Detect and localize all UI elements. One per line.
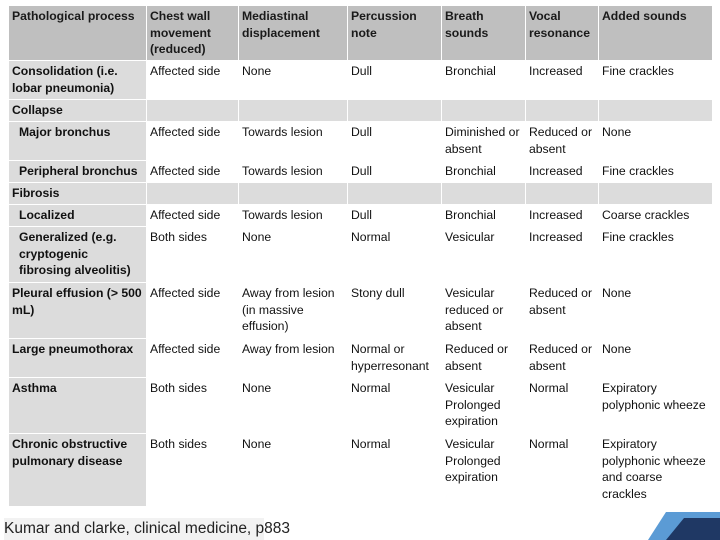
- table-row: [9, 283, 713, 339]
- clinical-findings-table: [8, 5, 713, 507]
- finding-cell: Vesicular Prolonged expiration: [442, 378, 526, 434]
- finding-cell: Normal: [348, 434, 442, 507]
- finding-cell: Affected side: [147, 339, 239, 378]
- table-row: [9, 122, 713, 161]
- finding-cell: Fine crackles: [599, 227, 713, 283]
- accent-shape: [570, 510, 720, 540]
- process-cell: Generalized (e.g. cryptogenic fibrosing alveolitis): [9, 227, 147, 283]
- table-row: [9, 339, 713, 378]
- finding-cell: [599, 100, 713, 122]
- table-row: [9, 434, 713, 507]
- finding-cell: [442, 183, 526, 205]
- finding-cell: Expiratory polyphonic wheeze and coarse crackles: [599, 434, 713, 507]
- header-row: [9, 6, 713, 61]
- finding-cell: Fine crackles: [599, 161, 713, 183]
- finding-cell: Dull: [348, 61, 442, 100]
- finding-cell: Away from lesion (in massive effusion): [239, 283, 348, 339]
- header-cell: Added sounds: [599, 6, 713, 61]
- finding-cell: [442, 100, 526, 122]
- header-cell: Percussion note: [348, 6, 442, 61]
- finding-cell: Reduced or absent: [526, 122, 599, 161]
- finding-cell: [348, 100, 442, 122]
- citation-box: [4, 518, 291, 540]
- finding-cell: None: [599, 339, 713, 378]
- finding-cell: [599, 183, 713, 205]
- finding-cell: Vesicular Prolonged expiration: [442, 434, 526, 507]
- finding-cell: Dull: [348, 161, 442, 183]
- finding-cell: Towards lesion: [239, 205, 348, 227]
- finding-cell: Dull: [348, 205, 442, 227]
- table-row: [9, 161, 713, 183]
- header-cell: Chest wall movement (reduced): [147, 6, 239, 61]
- finding-cell: Fine crackles: [599, 61, 713, 100]
- finding-cell: Stony dull: [348, 283, 442, 339]
- finding-cell: Vesicular reduced or absent: [442, 283, 526, 339]
- finding-cell: Bronchial: [442, 205, 526, 227]
- citation-text: Kumar and clarke, clinical medicine, p883: [4, 520, 291, 537]
- process-cell: Consolidation (i.e. lobar pneumonia): [9, 61, 147, 100]
- finding-cell: Normal or hyperresonant: [348, 339, 442, 378]
- finding-cell: Dull: [348, 122, 442, 161]
- finding-cell: Both sides: [147, 378, 239, 434]
- finding-cell: Affected side: [147, 61, 239, 100]
- finding-cell: Away from lesion: [239, 339, 348, 378]
- finding-cell: Reduced or absent: [526, 283, 599, 339]
- finding-cell: Normal: [526, 434, 599, 507]
- finding-cell: Affected side: [147, 161, 239, 183]
- finding-cell: None: [239, 378, 348, 434]
- process-cell: Fibrosis: [9, 183, 147, 205]
- finding-cell: Normal: [526, 378, 599, 434]
- process-cell: Major bronchus: [9, 122, 147, 161]
- finding-cell: Bronchial: [442, 61, 526, 100]
- finding-cell: Both sides: [147, 227, 239, 283]
- finding-cell: Affected side: [147, 283, 239, 339]
- finding-cell: Increased: [526, 227, 599, 283]
- table-row: [9, 205, 713, 227]
- finding-cell: None: [599, 283, 713, 339]
- process-cell: Peripheral bronchus: [9, 161, 147, 183]
- finding-cell: Normal: [348, 378, 442, 434]
- finding-cell: [239, 183, 348, 205]
- finding-cell: Towards lesion: [239, 122, 348, 161]
- finding-cell: Increased: [526, 205, 599, 227]
- finding-cell: None: [599, 122, 713, 161]
- process-cell: Pleural effusion (> 500 mL): [9, 283, 147, 339]
- finding-cell: Coarse crackles: [599, 205, 713, 227]
- table-row: [9, 378, 713, 434]
- table-row: [9, 61, 713, 100]
- section-row: [9, 100, 713, 122]
- finding-cell: Towards lesion: [239, 161, 348, 183]
- finding-cell: [348, 183, 442, 205]
- finding-cell: Reduced or absent: [526, 339, 599, 378]
- table-body: [9, 61, 713, 507]
- finding-cell: [526, 100, 599, 122]
- finding-cell: Affected side: [147, 205, 239, 227]
- header-cell: Breath sounds: [442, 6, 526, 61]
- process-cell: Asthma: [9, 378, 147, 434]
- section-row: [9, 183, 713, 205]
- finding-cell: Affected side: [147, 122, 239, 161]
- finding-cell: Bronchial: [442, 161, 526, 183]
- finding-cell: Diminished or absent: [442, 122, 526, 161]
- finding-cell: Vesicular: [442, 227, 526, 283]
- table-row: [9, 227, 713, 283]
- finding-cell: [147, 100, 239, 122]
- process-cell: Large pneumothorax: [9, 339, 147, 378]
- finding-cell: None: [239, 434, 348, 507]
- finding-cell: Normal: [348, 227, 442, 283]
- finding-cell: [526, 183, 599, 205]
- finding-cell: None: [239, 227, 348, 283]
- header-cell: Mediastinal displacement: [239, 6, 348, 61]
- header-cell: Vocal resonance: [526, 6, 599, 61]
- header-cell: Pathological process: [9, 6, 147, 61]
- process-cell: Localized: [9, 205, 147, 227]
- finding-cell: [239, 100, 348, 122]
- finding-cell: Reduced or absent: [442, 339, 526, 378]
- finding-cell: Increased: [526, 161, 599, 183]
- process-cell: Collapse: [9, 100, 147, 122]
- finding-cell: Both sides: [147, 434, 239, 507]
- finding-cell: [147, 183, 239, 205]
- finding-cell: Expiratory polyphonic wheeze: [599, 378, 713, 434]
- finding-cell: Increased: [526, 61, 599, 100]
- finding-cell: None: [239, 61, 348, 100]
- process-cell: Chronic obstructive pulmonary disease: [9, 434, 147, 507]
